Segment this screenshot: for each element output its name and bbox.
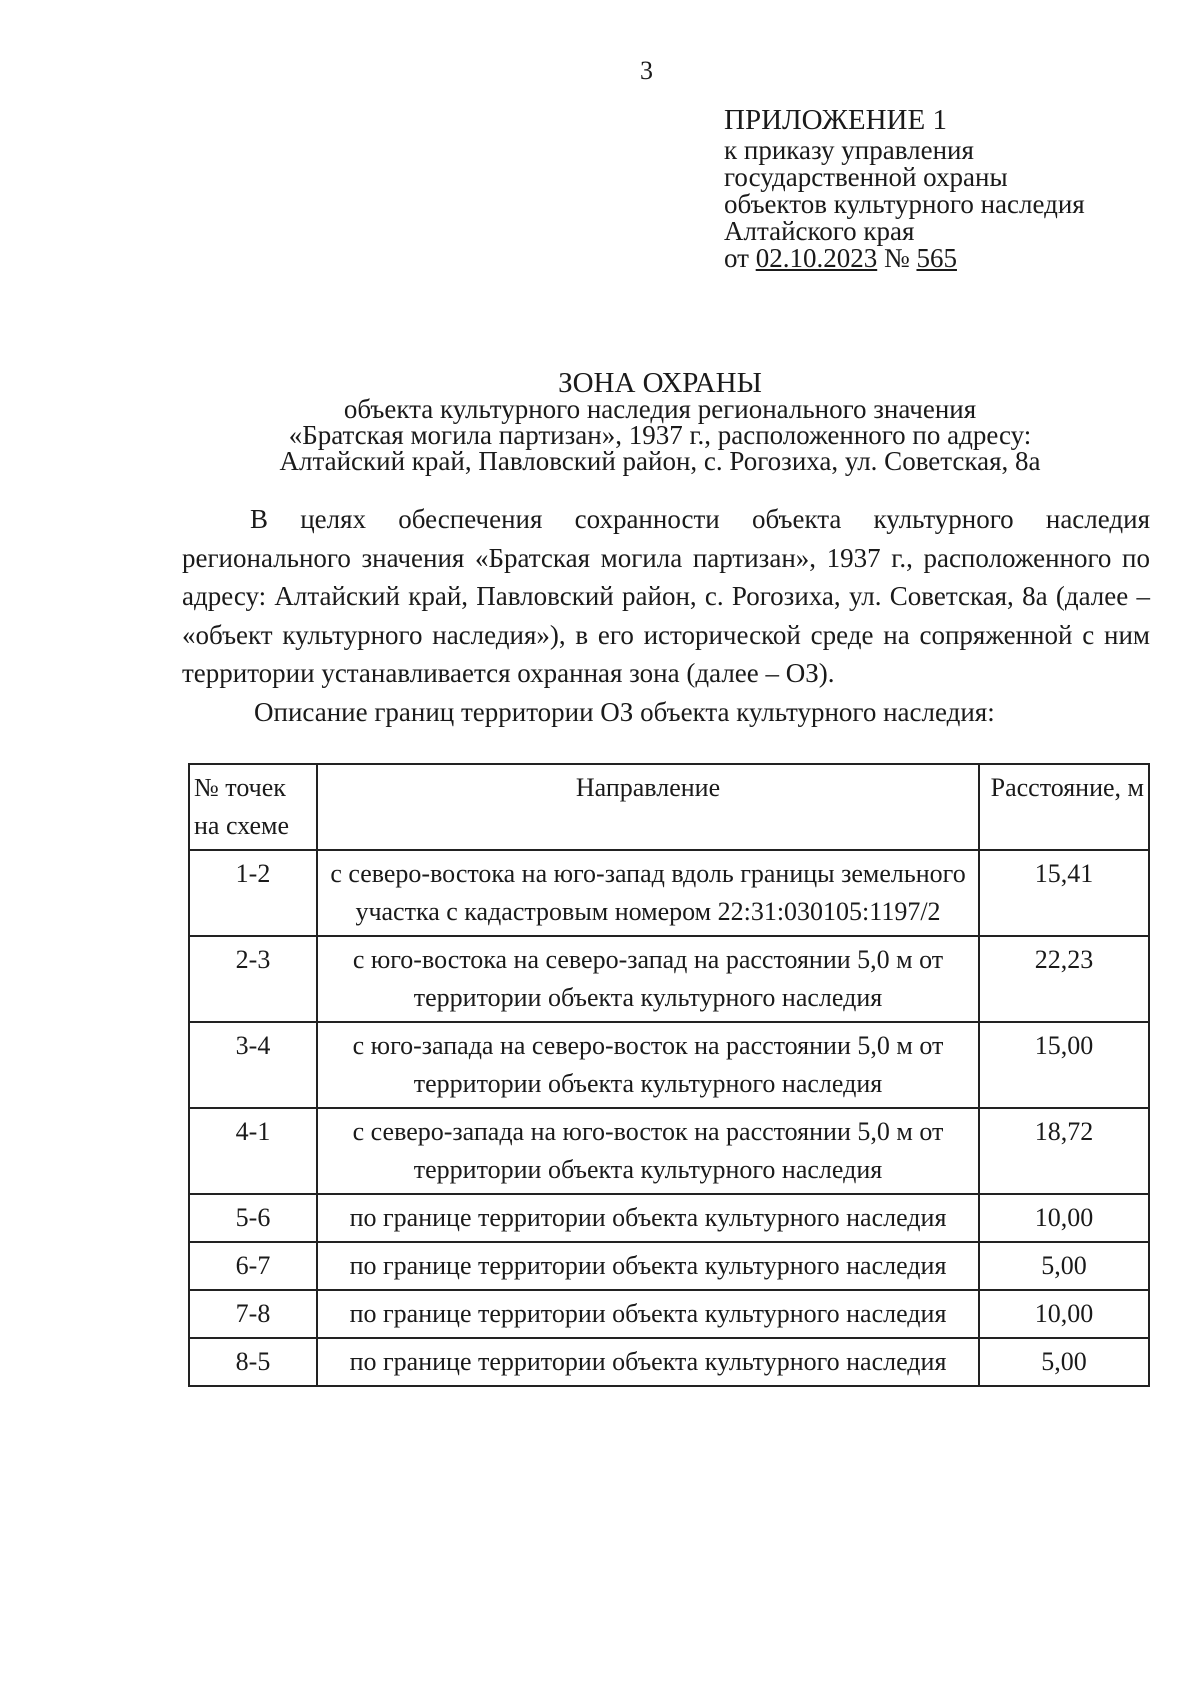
header-points: № точек на схеме xyxy=(189,764,317,850)
document-subtitle xyxy=(160,396,1160,474)
cell-direction: с северо-запада на юго-восток на расстоянии 5,0 м от территории объекта культурного наследия xyxy=(317,1108,979,1194)
table-row xyxy=(189,1290,1149,1338)
order-date-value: 02.10.2023 xyxy=(755,243,878,273)
cell-distance: 15,41 xyxy=(979,850,1149,936)
cell-points: 3-4 xyxy=(189,1022,317,1108)
cell-distance: 5,00 xyxy=(979,1338,1149,1386)
table-row xyxy=(189,850,1149,936)
cell-direction: с юго-запада на северо-восток на расстоянии 5,0 м от территории объекта культурного наследия xyxy=(317,1022,979,1108)
appendix-line: к приказу управления xyxy=(724,135,974,165)
cell-distance: 18,72 xyxy=(979,1108,1149,1194)
table-caption: Описание границ территории ОЗ объекта культурного наследия: xyxy=(254,697,995,727)
cell-distance: 15,00 xyxy=(979,1022,1149,1108)
table-row xyxy=(189,1338,1149,1386)
cell-points: 2-3 xyxy=(189,936,317,1022)
number-prefix: № xyxy=(883,243,910,273)
appendix-line: Алтайского края xyxy=(724,216,915,246)
page-number: 3 xyxy=(640,56,653,85)
appendix-date-line xyxy=(724,245,1085,272)
cell-distance: 10,00 xyxy=(979,1290,1149,1338)
subtitle-line: Алтайский край, Павловский район, с. Рогозиха, ул. Советская, 8а xyxy=(279,446,1041,476)
table-row xyxy=(189,936,1149,1022)
boundary-table xyxy=(188,763,1150,1387)
header-distance: Расстояние, м xyxy=(979,764,1149,850)
cell-points: 4-1 xyxy=(189,1108,317,1194)
cell-direction: по границе территории объекта культурного наследия xyxy=(317,1290,979,1338)
cell-points: 7-8 xyxy=(189,1290,317,1338)
order-number: 565 xyxy=(916,243,957,273)
appendix-title: ПРИЛОЖЕНИЕ 1 xyxy=(724,104,947,136)
appendix-line: объектов культурного наследия xyxy=(724,189,1085,219)
subtitle-line: объекта культурного наследия регионального значения xyxy=(343,394,977,424)
cell-direction: по границе территории объекта культурного наследия xyxy=(317,1194,979,1242)
table-header-row xyxy=(189,764,1149,850)
table-row xyxy=(189,1194,1149,1242)
cell-points: 6-7 xyxy=(189,1242,317,1290)
header-direction: Направление xyxy=(317,764,979,850)
order-date xyxy=(756,243,878,273)
appendix-block xyxy=(724,104,1085,272)
date-prefix: от xyxy=(724,243,749,273)
cell-direction: с юго-востока на северо-запад на расстоянии 5,0 м от территории объекта культурного наследия xyxy=(317,936,979,1022)
intro-paragraph: В целях обеспечения сохранности объекта культурного наследия регионального значения «Братская могила партизан», 1937 г., расположенного по адресу: Алтайский край, Павловский район, с. Рогозиха, ул. Советская, 8а (далее – «объект культурного наследия»), в его исторической среде на сопряженной с ним территории устанавливается охранная зона (далее – ОЗ). xyxy=(182,504,1150,688)
cell-distance: 22,23 xyxy=(979,936,1149,1022)
cell-distance: 10,00 xyxy=(979,1194,1149,1242)
appendix-line: государственной охраны xyxy=(724,162,1008,192)
cell-points: 1-2 xyxy=(189,850,317,936)
table-row xyxy=(189,1108,1149,1194)
cell-points: 5-6 xyxy=(189,1194,317,1242)
cell-direction: с северо-востока на юго-запад вдоль границы земельного участка с кадастровым номером 22:31:030105:1197/2 xyxy=(317,850,979,936)
cell-distance: 5,00 xyxy=(979,1242,1149,1290)
subtitle-line: «Братская могила партизан», 1937 г., расположенного по адресу: xyxy=(288,420,1032,450)
cell-direction: по границе территории объекта культурного наследия xyxy=(317,1242,979,1290)
table-row xyxy=(189,1022,1149,1108)
document-title: ЗОНА ОХРАНЫ xyxy=(558,367,762,399)
cell-points: 8-5 xyxy=(189,1338,317,1386)
cell-direction: по границе территории объекта культурного наследия xyxy=(317,1338,979,1386)
table-row xyxy=(189,1242,1149,1290)
